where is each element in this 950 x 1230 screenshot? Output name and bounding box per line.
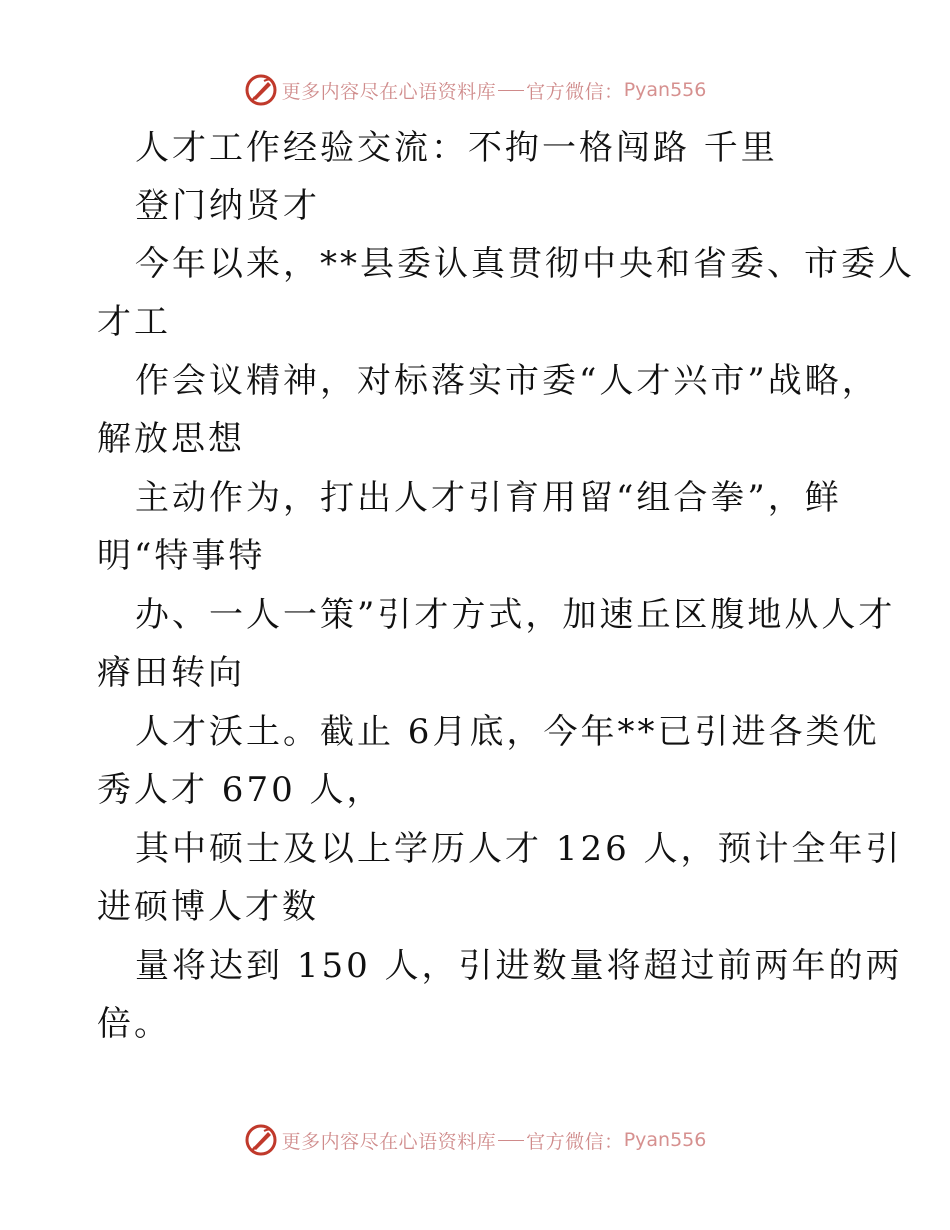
paragraph-line: 其中硕士及以上学历人才 126 人，预计全年引 (135, 829, 903, 869)
paragraph-line: 瘠田转向 (97, 653, 245, 693)
title-line-1: 人才工作经验交流：不拘一格闯路 千里 (135, 128, 778, 168)
title-line-2: 登门纳贤才 (135, 186, 320, 226)
watermark-suffix: 官方微信： (526, 1130, 624, 1153)
paragraph-line: 办、一人一策”引才方式，加速丘区腹地从人才 (135, 595, 896, 635)
paragraph-line: 才工 (97, 302, 171, 342)
paragraph-line: 秀人才 670 人， (97, 770, 384, 810)
paragraph-line: 主动作为，打出人才引育用留“组合拳”，鲜 (135, 478, 842, 518)
watermark-wechat-id: Pyan556 (623, 79, 707, 101)
footer-watermark (0, 1122, 950, 1158)
watermark-dash (498, 90, 524, 91)
header-watermark (0, 72, 950, 108)
paragraph-line: 解放思想 (97, 419, 245, 459)
paragraph-line: 明“特事特 (97, 536, 266, 576)
quill-logo-icon (244, 1123, 278, 1157)
watermark-dash (498, 1140, 524, 1141)
paragraph-line: 今年以来，**县委认真贯彻中央和省委、市委人 (135, 244, 915, 284)
paragraph-line: 作会议精神，对标落实市委“人才兴市”战略， (135, 361, 879, 401)
watermark-text: 更多内容尽在心语资料库 (281, 80, 497, 103)
watermark-suffix: 官方微信： (526, 80, 624, 103)
paragraph-line: 量将达到 150 人，引进数量将超过前两年的两 (135, 946, 903, 986)
watermark-text: 更多内容尽在心语资料库 (281, 1130, 497, 1153)
quill-logo-icon (244, 73, 278, 107)
paragraph-line: 倍。 (97, 1004, 171, 1044)
paragraph-line: 进硕博人才数 (97, 887, 319, 927)
watermark-wechat-id: Pyan556 (623, 1129, 707, 1151)
paragraph-line: 人才沃土。截止 6月底，今年**已引进各类优 (135, 712, 880, 752)
